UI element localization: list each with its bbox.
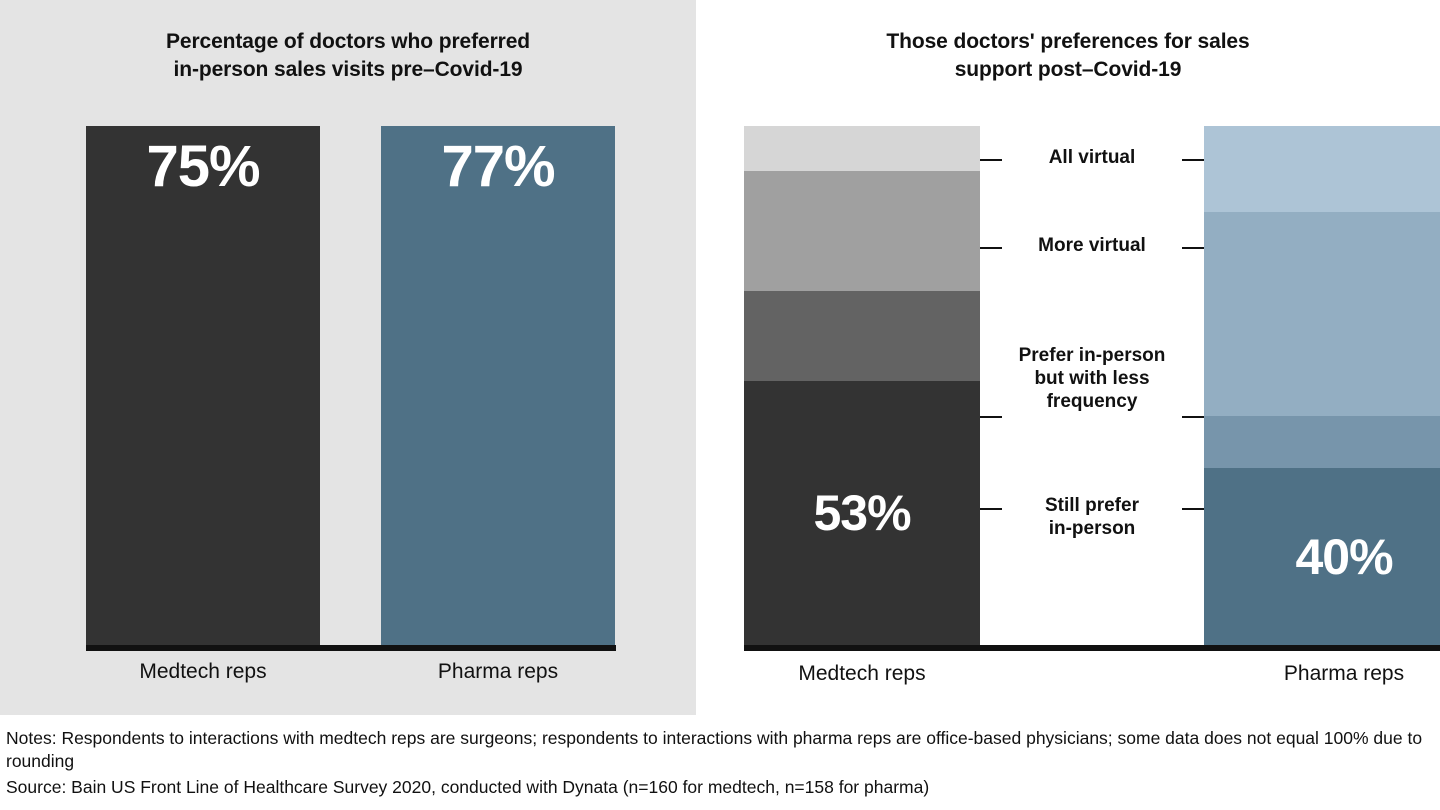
left-plot-area <box>86 126 616 645</box>
legend-label-less-frequency-line3: frequency <box>1046 391 1138 413</box>
left-axis-baseline <box>86 645 616 651</box>
bar-medtech-reps <box>86 126 320 645</box>
legend-tick-right-icon <box>1182 159 1204 161</box>
right-axis-baseline <box>744 645 1440 651</box>
segment-pharma-all-virtual <box>1204 126 1440 212</box>
left-category-label-pharma: Pharma reps <box>437 660 559 683</box>
stacked-column-medtech <box>744 126 980 645</box>
bar-pharma-reps <box>381 126 615 645</box>
segment-medtech-still-prefer-in-person <box>744 381 980 645</box>
legend-item-more-virtual <box>980 234 1204 257</box>
bar-medtech-value: 75% <box>146 134 260 199</box>
legend-label-more-virtual: More virtual <box>1038 235 1146 256</box>
legend-tick-right-icon <box>1182 508 1204 510</box>
legend-label-still-prefer-line1: Still prefer <box>1045 495 1139 516</box>
right-category-label-pharma: Pharma reps <box>1283 662 1405 685</box>
right-chart-title <box>696 28 1440 83</box>
segment-pharma-more-virtual <box>1204 212 1440 416</box>
legend-item-less-frequency <box>980 344 1204 414</box>
legend-tick-left-icon <box>980 416 1002 418</box>
segment-pharma-still-prefer-in-person <box>1204 468 1440 645</box>
left-chart-title-line1: Percentage of doctors who preferred <box>165 30 531 53</box>
left-chart-title-line2: in-person sales visits pre–Covid-19 <box>173 57 523 81</box>
segment-pharma-less-frequency <box>1204 416 1440 468</box>
footnote-source: Source: Bain US Front Line of Healthcare Survey 2020, conducted with Dynata (n=160 for medtech, n=158 for pharma) <box>6 776 930 797</box>
bar-pharma-value: 77% <box>441 134 555 199</box>
segment-medtech-all-virtual <box>744 126 980 171</box>
segment-medtech-less-frequency <box>744 291 980 381</box>
segment-medtech-more-virtual <box>744 171 980 291</box>
legend-label-less-frequency-line2: but with less <box>1034 368 1150 390</box>
right-category-label-medtech: Medtech reps <box>798 662 926 685</box>
segment-medtech-value: 53% <box>813 485 911 541</box>
legend-tick-right-icon <box>1182 416 1204 418</box>
stacked-legend <box>980 126 1204 645</box>
legend-tick-left-icon <box>980 159 1002 161</box>
legend-item-all-virtual <box>980 146 1204 169</box>
legend-label-all-virtual: All virtual <box>1048 147 1136 168</box>
legend-item-still-prefer-in-person <box>980 494 1204 540</box>
right-chart-title-line2: support post–Covid-19 <box>954 57 1182 81</box>
legend-tick-right-icon <box>1182 247 1204 249</box>
segment-pharma-value: 40% <box>1295 528 1393 585</box>
legend-label-less-frequency-line1: Prefer in-person <box>1018 345 1166 366</box>
left-chart-title <box>0 28 696 83</box>
legend-tick-left-icon <box>980 247 1002 249</box>
stacked-column-pharma <box>1204 126 1440 645</box>
chart-footer <box>0 727 1440 799</box>
left-category-label-medtech: Medtech reps <box>139 660 267 683</box>
legend-tick-left-icon <box>980 508 1002 510</box>
legend-label-still-prefer-line2: in-person <box>1048 518 1136 540</box>
right-chart-title-line1: Those doctors' preferences for sales <box>886 30 1250 53</box>
footnote-notes: Notes: Respondents to interactions with medtech reps are surgeons; respondents to interactions with pharma reps are office-based physicians; some data does not equal 100% due to rounding <box>6 728 1423 772</box>
